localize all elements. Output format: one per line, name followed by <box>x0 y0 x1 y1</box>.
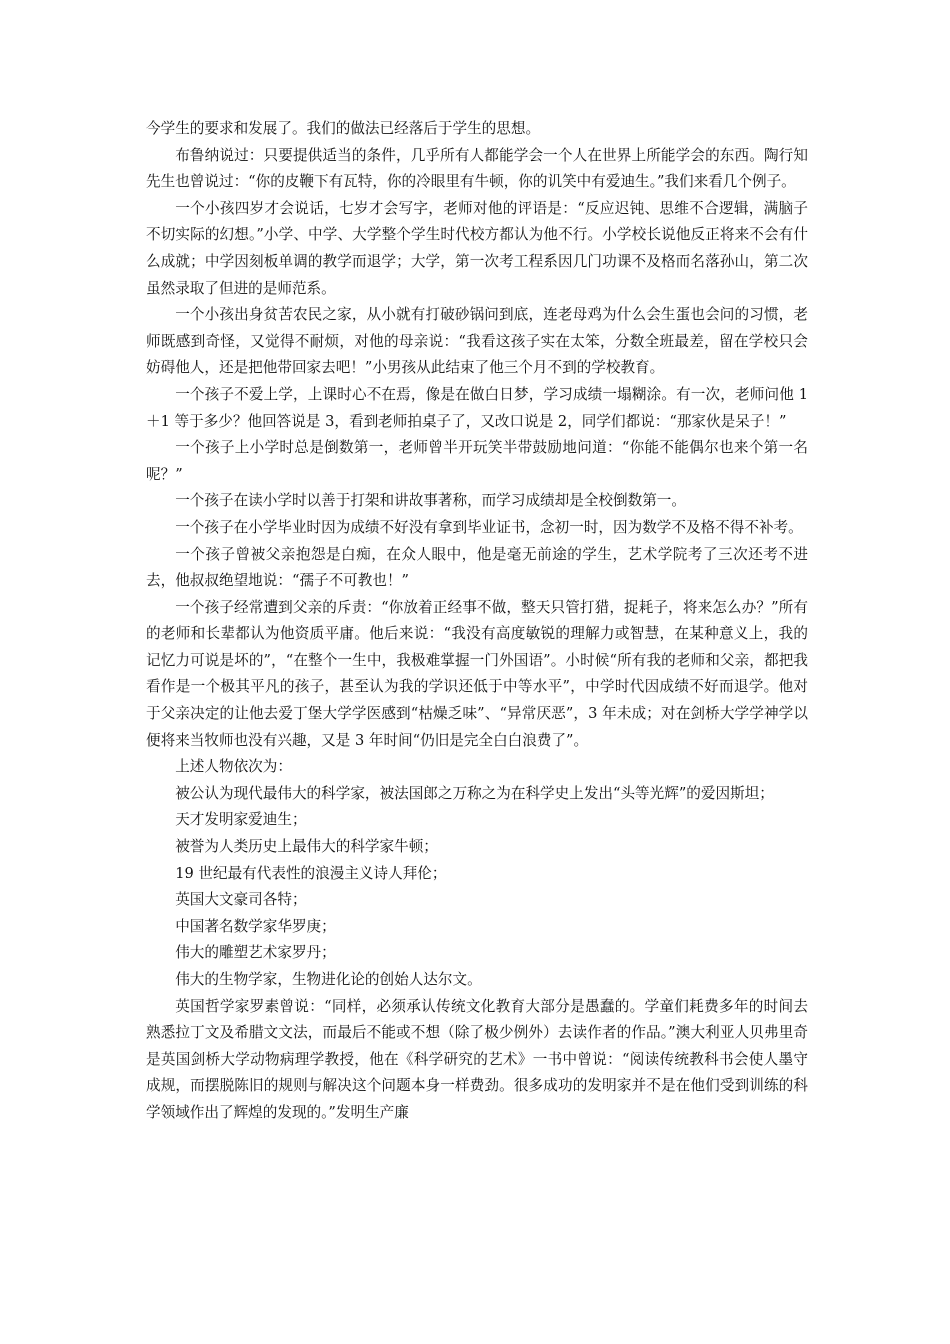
list-item: 19 世纪最有代表性的浪漫主义诗人拜伦； <box>175 864 447 882</box>
paragraph: 布鲁纳说过：只要提供适当的条件，几乎所有人都能学会一个人在世界上所能学会的东西。陶行知先生也曾说过：“你的皮鞭下有瓦特，你的冷眼里有牛顿，你的讥笑中有爱迪生。”我们来看几个例子。 <box>146 146 808 191</box>
paragraph: 一个小孩出身贫苦农民之家，从小就有打破砂锅问到底，连老母鸡为什么会生蛋也会问的习惯，老师既感到奇怪，又觉得不耐烦，对他的母亲说：“我看这孩子实在太笨，分数全班最差，留在学校只会妨碍他人，还是把他带回家去吧！”小男孩从此结束了他三个月不到的学校教育。 <box>146 306 808 377</box>
list-item: 英国大文豪司各特； <box>175 891 307 909</box>
list-item: 伟大的生物学家，生物进化论的创始人达尔文。 <box>175 971 482 988</box>
paragraph: 一个孩子经常遭到父亲的斥责：“你放着正经事不做，整天只管打猎，捉耗子，将来怎么办？”所有的老师和长辈都认为他资质平庸。他后来说：“我没有高度敏锐的理解力或智慧，在某种意义上，我的记忆力可说是坏的”，“在整个一生中，我极难掌握一门外国语”。小时候“所有我的老师和父亲，都把我看作是一个极其平凡的孩子，甚至认为我的学识还低于中等水平”，中学时代因成绩不好而退学。他对于父亲决定的让他去爱丁堡大学学医感到“枯燥乏味”、“异常厌恶”，3 年未成；对在剑桥大学学神学以便将来当牧师也没有兴趣，又是 3 年时间“仍旧是完全白白浪费了”。 <box>146 598 808 749</box>
paragraph: 一个小孩四岁才会说话，七岁才会写字，老师对他的评语是：“反应迟钝、思维不合逻辑，满脑子不切实际的幻想。”小学、中学、大学整个学生时代校方都认为他不行。小学校长说他反正将来不会有什么成就；中学因刻板单调的教学而退学；大学，第一次考工程系因几门功课不及格而名落孙山，第二次虽然录取了但进的是师范系。 <box>146 199 808 297</box>
list-item: 被誉为人类历史上最伟大的科学家牛顿； <box>175 838 438 856</box>
document-body <box>146 116 808 1127</box>
paragraph: 英国哲学家罗素曾说：“同样，必须承认传统文化教育大部分是愚蠢的。学童们耗费多年的时间去熟悉拉丁文及希腊文文法，而最后不能或不想（除了极少例外）去读作者的作品。”澳大利亚人贝弗里奇是英国剑桥大学动物病理学教授，他在《科学研究的艺术》一书中曾说：“阅读传统教科书会使人墨守成规，而摆脱陈旧的规则与解决这个问题本身一样费劲。很多成功的发明家并不是在他们受到训练的科学领域作出了辉煌的发现的。”发明生产廉 <box>146 997 808 1121</box>
paragraph: 一个孩子上小学时总是倒数第一，老师曾半开玩笑半带鼓励地问道：“你能不能偶尔也来个第一名呢？” <box>146 439 808 483</box>
list-item: 中国著名数学家华罗庚； <box>175 917 336 935</box>
list-item: 天才发明家爱迪生； <box>175 811 307 829</box>
paragraph: 一个孩子在小学毕业时因为成绩不好没有拿到毕业证书，念初一时，因为数学不及格不得不补考。 <box>175 518 803 536</box>
paragraph: 今学生的要求和发展了。我们的做法已经落后于学生的思想。 <box>146 120 541 137</box>
paragraph: 一个孩子曾被父亲抱怨是白痴，在众人眼中，他是毫无前途的学生，艺术学院考了三次还考不进去，他叔叔绝望地说：“孺子不可教也！” <box>146 545 808 590</box>
paragraph: 一个孩子在读小学时以善于打架和讲故事著称，而学习成绩却是全校倒数第一。 <box>175 492 686 510</box>
paragraph: 一个孩子不爱上学，上课时心不在焉，像是在做白日梦，学习成绩一塌糊涂。有一次，老师问他 1＋1 等于多少？他回答说是 3，看到老师拍桌子了，又改口说是 2，同学们都说：“那家伙是呆子！” <box>146 385 808 430</box>
list-item: 伟大的雕塑艺术家罗丹； <box>175 944 336 962</box>
list-item: 被公认为现代最伟大的科学家，被法国郎之万称之为在科学史上发出“头等光辉”的爱因斯坦； <box>175 784 774 802</box>
list-intro: 上述人物依次为： <box>175 758 292 776</box>
